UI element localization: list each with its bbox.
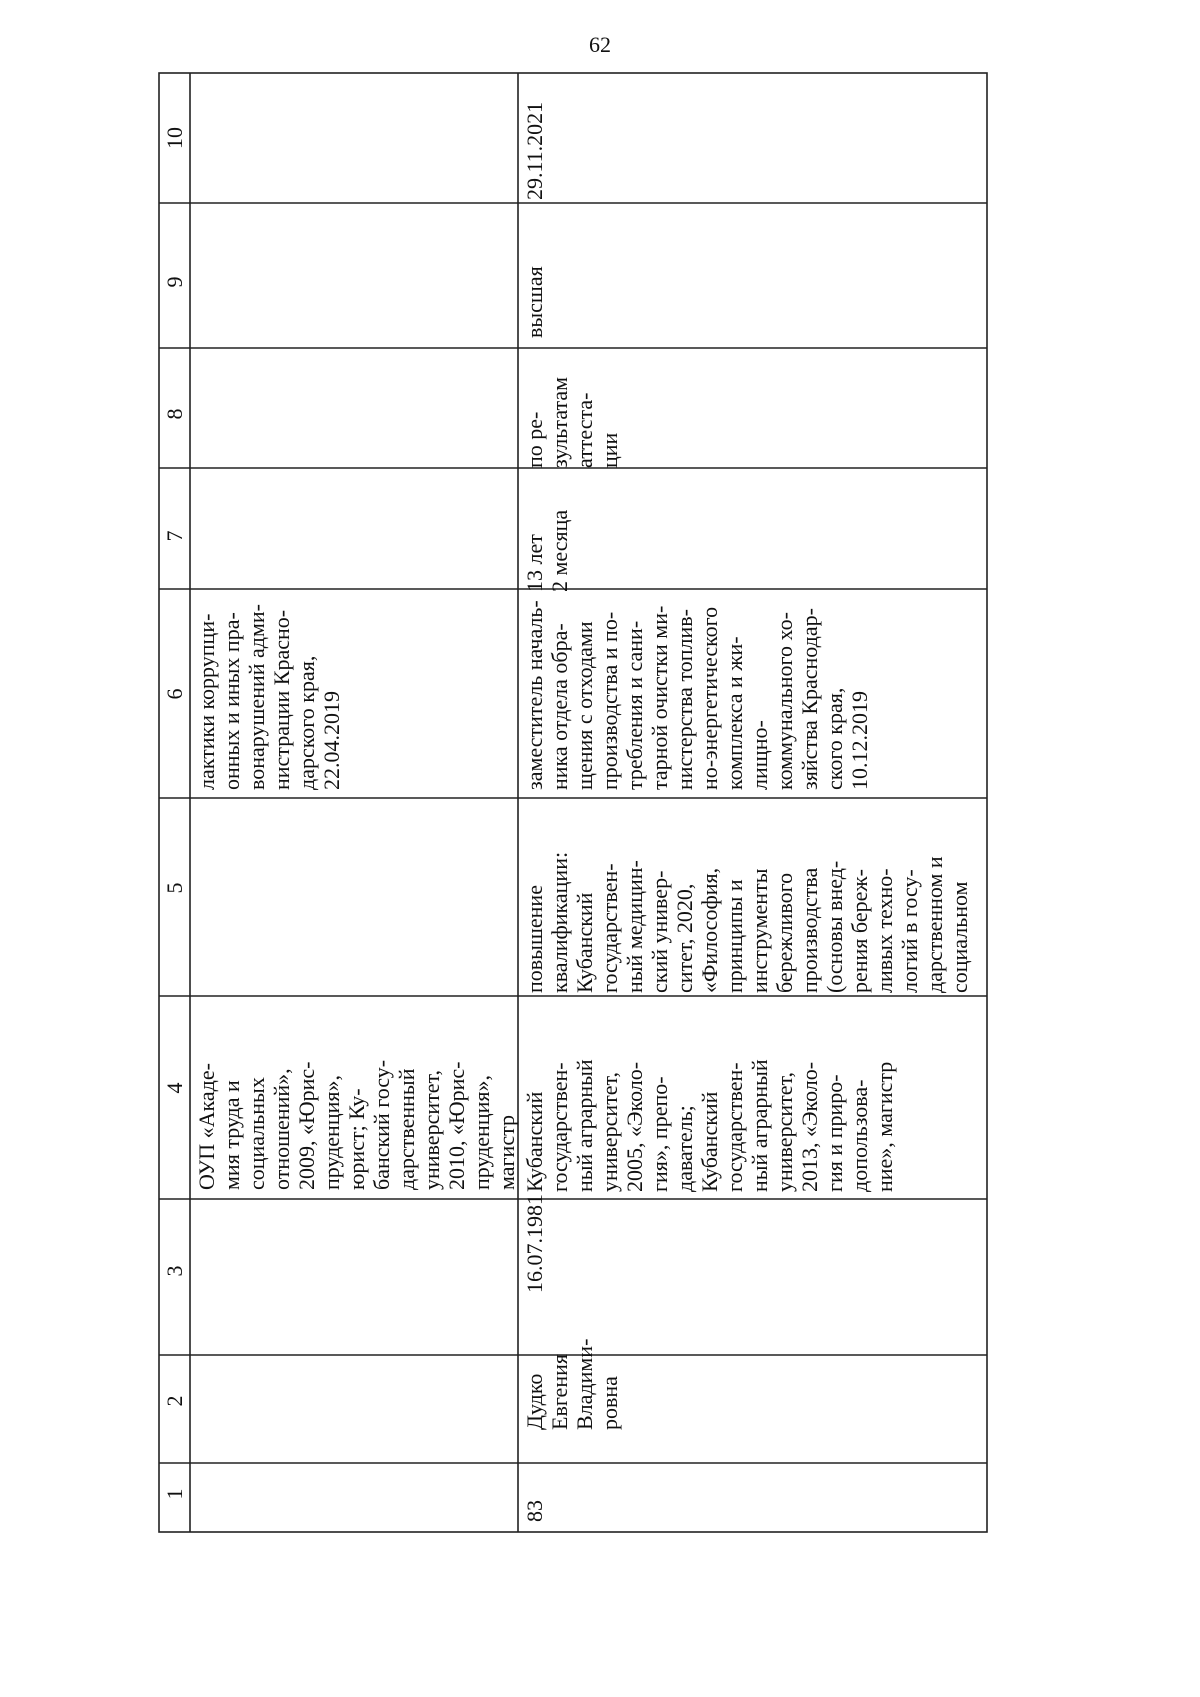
col-header-4: 4 <box>162 1082 187 1094</box>
col-header-7: 7 <box>162 530 187 542</box>
col-header-2: 2 <box>162 1395 187 1407</box>
row-b-col-8-basis: по ре- зультатам аттеста- ции <box>522 376 622 468</box>
page-number: 62 <box>589 32 611 57</box>
row-b-col-10-date: 29.11.2021 <box>522 101 547 200</box>
row-b-col-7-experience: 13 лет 2 месяца <box>522 509 572 592</box>
col-header-1: 1 <box>162 1488 187 1500</box>
col-header-10: 10 <box>162 127 187 149</box>
col-header-6: 6 <box>162 688 187 700</box>
col-header-9: 9 <box>162 276 187 288</box>
row-b-col-5-qualification: повышение квалификации: Кубанский государствен- ный медицин- ский универ- ситет, 2020, «Философия, принципы и инструменты бережливого производства (основы внед- рения береж- ливых техно- логий в госу- дарственном и социальном <box>522 851 972 993</box>
col-header-8: 8 <box>162 408 187 420</box>
col-header-3: 3 <box>162 1265 187 1277</box>
row-b-col-2-name: Дудко Евгения Владими- ровна <box>522 1338 622 1430</box>
row-a-col-4: ОУП «Акаде- мия труда и социальных отношений», 2009, «Юрис- пруденция», юрист; Ку- банский госу- дарственный университет, 2010, «Юрис- пруденция», магистр <box>194 1059 519 1190</box>
col-header-5: 5 <box>162 882 187 894</box>
row-a-col-6: лактики коррупци- онных и иных пра- вонарушений адми- нистрации Красно- дарского края, 22.04.2019 <box>194 604 344 790</box>
row-b-col-1-number: 83 <box>522 1500 547 1522</box>
row-b-col-6-position: заместитель началь- ника отдела обра- щения с отходами производства и по- требления и сани- тарной очистки ми- нистерства топлив- но-энергетического комплекса и жи- лищно- коммунального хо- зяйства Краснодар- ского края, 10.12.2019 <box>522 600 872 790</box>
row-b-col-3-birthdate: 16.07.1981 <box>522 1194 547 1293</box>
row-b-col-9-category: высшая <box>522 266 547 338</box>
row-b-col-4-education: Кубанский государствен- ный аграрный университет, 2005, «Эколо- гия», препо- даватель; Кубанский государствен- ный аграрный университет, 2013, «Эколо- гия и приро- допользова- ние», магистр <box>522 1059 897 1192</box>
